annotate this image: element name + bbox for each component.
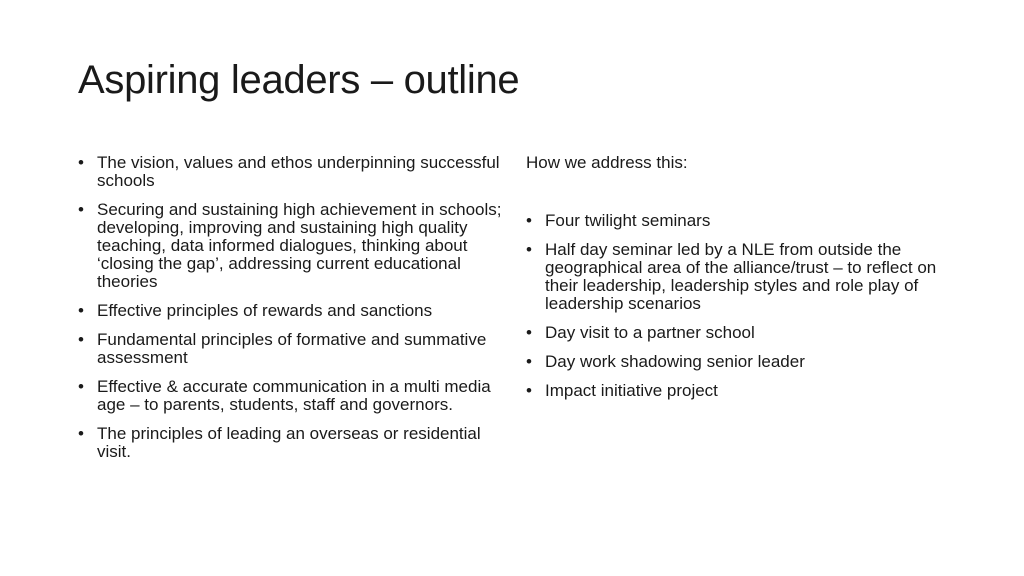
bullet-icon: • bbox=[78, 377, 84, 396]
left-column bbox=[78, 154, 503, 472]
list-item-text: The vision, values and ethos underpinning successful schools bbox=[97, 153, 500, 190]
bullet-icon: • bbox=[78, 424, 84, 443]
list-item-text: Impact initiative project bbox=[545, 381, 718, 400]
list-item-text: The principles of leading an overseas or residential visit. bbox=[97, 424, 481, 461]
list-item bbox=[78, 425, 503, 461]
bullet-icon: • bbox=[526, 240, 532, 259]
list-item bbox=[78, 201, 503, 291]
list-item bbox=[526, 212, 946, 230]
list-item bbox=[78, 154, 503, 190]
list-item-text: Day visit to a partner school bbox=[545, 323, 755, 342]
slide-title: Aspiring leaders – outline bbox=[78, 58, 520, 102]
bullet-icon: • bbox=[526, 381, 532, 400]
list-item-text: Day work shadowing senior leader bbox=[545, 352, 805, 371]
list-item bbox=[78, 331, 503, 367]
right-column bbox=[526, 154, 946, 411]
list-item-text: Fundamental principles of formative and summative assessment bbox=[97, 330, 487, 367]
bullet-icon: • bbox=[78, 301, 84, 320]
list-item-text: Securing and sustaining high achievement in schools; developing, improving and sustaining high quality teaching, data informed dialogues, thinking about ‘closing the gap’, addressing current educational theories bbox=[97, 200, 502, 291]
right-column-heading: How we address this: bbox=[526, 153, 688, 172]
bullet-icon: • bbox=[526, 211, 532, 230]
list-item bbox=[526, 241, 946, 313]
left-bullet-list bbox=[78, 154, 503, 461]
list-item-text: Effective principles of rewards and sanctions bbox=[97, 301, 433, 320]
list-item bbox=[526, 324, 946, 342]
list-item bbox=[526, 382, 946, 400]
bullet-icon: • bbox=[526, 323, 532, 342]
list-item-text: Half day seminar led by a NLE from outside the geographical area of the alliance/trust – to reflect on their leadership, leadership styles and role play of leadership scenarios bbox=[545, 240, 937, 313]
bullet-icon: • bbox=[78, 200, 84, 219]
list-item-text: Four twilight seminars bbox=[545, 211, 711, 230]
bullet-icon: • bbox=[526, 352, 532, 371]
right-bullet-list bbox=[526, 212, 946, 400]
list-item bbox=[526, 353, 946, 371]
list-item bbox=[78, 378, 503, 414]
list-item-text: Effective & accurate communication in a multi media age – to parents, students, staff and governors. bbox=[97, 377, 491, 414]
bullet-icon: • bbox=[78, 153, 84, 172]
list-item bbox=[78, 302, 503, 320]
bullet-icon: • bbox=[78, 330, 84, 349]
